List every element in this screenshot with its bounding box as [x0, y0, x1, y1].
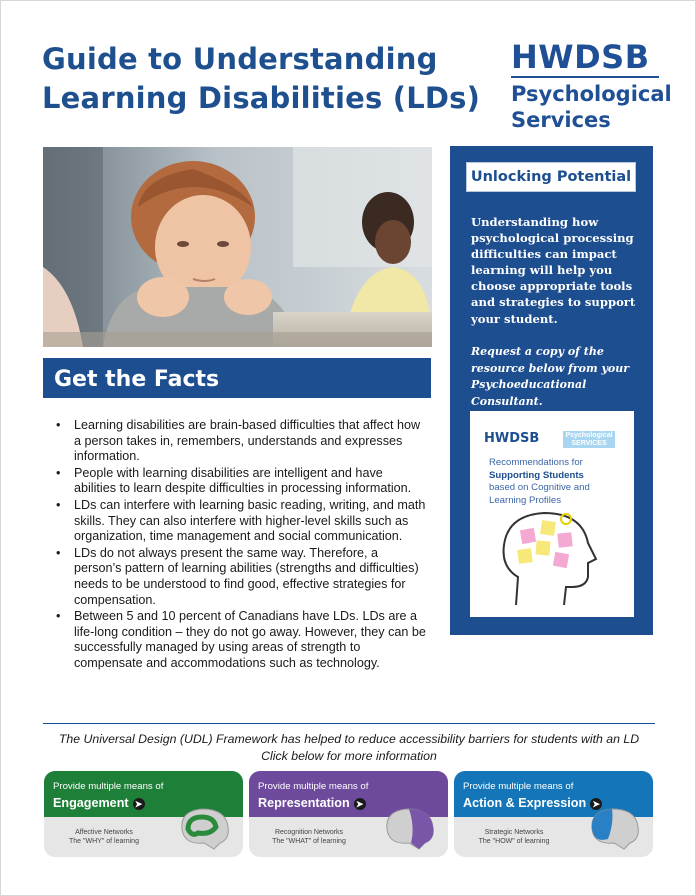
card-title — [463, 796, 602, 810]
brand-line-1: Psychological — [511, 82, 672, 106]
brand-line-2: Services — [511, 108, 611, 132]
action-expression-card[interactable] — [454, 771, 653, 857]
title-line-1: Guide to Understanding — [42, 42, 438, 76]
network-name: Affective Networks — [75, 829, 133, 836]
facts-header — [43, 358, 431, 398]
brain-icon — [174, 803, 234, 853]
card-network — [454, 828, 574, 846]
network-sub: The "WHY" of learning — [69, 838, 139, 845]
card-title-text: Engagement — [53, 796, 129, 810]
sidebar-request-note: Request a copy of the resource below from your Psychoeducational Consultant. — [471, 345, 630, 408]
resource-title-line-3: based on Cognitive and — [489, 482, 590, 493]
udl-note-line-1: The Universal Design (UDL) Framework has helped to reduce accessibility barriers for students with an LD — [58, 732, 640, 746]
card-title-text: Representation — [258, 796, 350, 810]
arrow-right-icon: ➤ — [354, 798, 366, 810]
unlocking-potential-panel — [450, 146, 653, 635]
fact-item: • People with learning disabilities are intelligent and have abilities to learn despite difficulties in processing information. — [56, 466, 426, 497]
network-name: Strategic Networks — [484, 829, 544, 836]
page-title — [42, 40, 480, 118]
network-sub: The "WHAT" of learning — [272, 838, 346, 845]
fact-item: • LDs do not always present the same way. Therefore, a person’s pattern of learning abilities (strengths and difficulties) needs to be understood to find good, effective strategies for compensation. — [56, 546, 426, 608]
card-prefix: Provide multiple means of — [53, 781, 164, 792]
unlocking-potential-label: Unlocking Potential — [466, 162, 636, 192]
udl-note — [43, 731, 655, 765]
sidebar-description: Understanding how psychological processing difficulties can impact learning will help you choose appropriate tools and strategies to support your student. — [471, 215, 636, 326]
resource-badge-line-1: Psychological — [565, 432, 613, 439]
udl-note-line-2: Click below for more information — [261, 749, 437, 763]
engagement-card[interactable] — [44, 771, 243, 857]
card-network — [44, 828, 164, 846]
head-sticky-notes-icon — [496, 507, 606, 607]
brain-icon — [379, 803, 439, 853]
resource-cover[interactable] — [470, 411, 634, 617]
fact-item: • Learning disabilities are brain-based difficulties that affect how a person takes in, remembers, understands and expresses information. — [56, 418, 426, 465]
resource-title — [489, 457, 629, 507]
brand-rule — [511, 76, 659, 78]
classroom-photo — [43, 147, 432, 347]
brand-name: HWDSB — [511, 38, 650, 76]
section-divider — [43, 723, 655, 724]
hwdsb-logo — [511, 38, 672, 133]
card-prefix: Provide multiple means of — [258, 781, 369, 792]
fact-item: • Between 5 and 10 percent of Canadians have LDs. LDs are a life-long condition – they do not go away. However, they can be successfully managed by using areas of strength to compensate and accommodations such as technology. — [56, 609, 426, 671]
card-title — [258, 796, 366, 810]
brain-icon — [584, 803, 644, 853]
arrow-right-icon: ➤ — [133, 798, 145, 810]
card-title-text: Action & Expression — [463, 796, 587, 810]
card-network — [249, 828, 369, 846]
card-title — [53, 796, 145, 810]
resource-title-line-4: Learning Profiles — [489, 494, 561, 506]
resource-badge — [563, 431, 615, 448]
resource-badge-line-2: SERVICES — [571, 440, 607, 447]
facts-heading: Get the Facts — [54, 367, 220, 392]
facts-list — [56, 418, 426, 673]
network-sub: The "HOW" of learning — [478, 838, 550, 845]
fact-item: • LDs can interfere with learning basic reading, writing, and math skills. They can also interfere with higher-level skills such as organization, time management and social communication. — [56, 498, 426, 545]
resource-title-bold: Supporting Students — [489, 469, 584, 481]
resource-title-line-1: Recommendations for — [489, 457, 583, 468]
card-prefix: Provide multiple means of — [463, 781, 574, 792]
resource-brand: HWDSB — [484, 431, 540, 446]
network-name: Recognition Networks — [274, 829, 344, 836]
title-line-2: Learning Disabilities (LDs) — [42, 81, 481, 115]
arrow-right-icon: ➤ — [590, 798, 602, 810]
representation-card[interactable] — [249, 771, 448, 857]
